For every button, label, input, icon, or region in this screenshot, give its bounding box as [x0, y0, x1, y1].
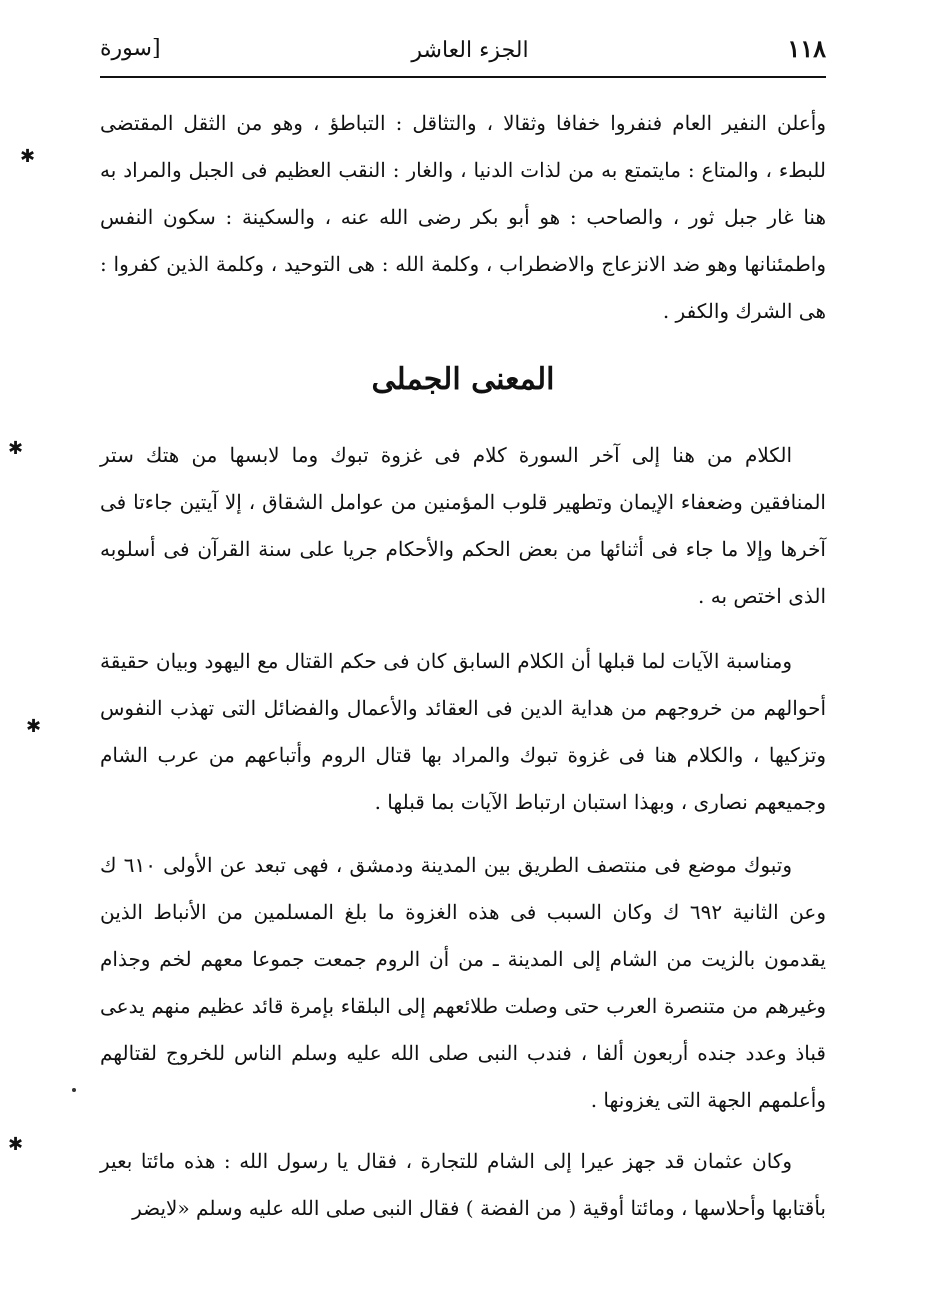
margin-ink-mark: ✱	[26, 716, 42, 737]
margin-ink-mark: ✱	[8, 1134, 24, 1155]
context-paragraph	[100, 638, 826, 826]
paragraph-text: ومناسبة الآيات لما قبلها أن الكلام السابق كان فى حكم القتال مع اليهود وبيان حقيقة أحوالهم من خروجهم من هداية الدين فى العقائد والأعمال والفضائل التى تهذب النفوس وتزكيها ، والكلام هنا فى غزوة تبوك والمراد بها قتال الروم وأتباعهم من عرب الشام وجميعهم نصارى ، وبهذا استبان ارتباط الآيات بما قبلها .	[100, 649, 826, 814]
paragraph-text: وتبوك موضع فى منتصف الطريق بين المدينة ودمشق ، فهى تبعد عن الأولى ٦١٠ ك وعن الثانية ٦٩٢ ك وكان السبب فى هذه الغزوة ما بلغ المسلمين من الأنباط الذين يقدمون بالزيت من الشام إلى المدينة ـ من أن الروم جمعت جموعا معهم لخم وجذام وغيرهم من متنصرة العرب حتى وصلت طلائعهم إلى البلقاء بإمرة قائد عظيم منهم يدعى قباذ وعدد جنده أربعون ألفا ، فندب النبى صلى الله عليه وسلم الناس للخروج لقتالهم وأعلمهم الجهة التى يغزونها .	[100, 853, 827, 1112]
uthman-paragraph	[100, 1138, 826, 1232]
paragraph-text: وأعلن النفير العام فنفروا خفافا وثقالا ، والتثاقل : التباطؤ ، وهو من الثقل المقتضى للبطء ، والمتاع : مايتمتع به من لذات الدنيا ، والغار : النقب العظيم فى الجبل والمراد به هنا غار جبل ثور ، والصاحب : هو أبو بكر رضى الله عنه ، والسكينة : سكون النفس واطمئنانها وهو ضد الانزعاج والاضطراب ، وكلمة الله : هى التوحيد ، وكلمة الذين كفروا : هى الشرك والكفر .	[100, 111, 826, 323]
page-header	[100, 30, 826, 80]
running-title: الجزء العاشر	[411, 38, 529, 63]
surah-label: [سورة	[100, 36, 161, 61]
paragraph-text: الكلام من هنا إلى آخر السورة كلام فى غزوة تبوك وما لابسها من هتك ستر المنافقين وضعفاء الإيمان وتطهير قلوب المؤمنين من عوامل الشقاق ، إلا آيتين جاءتا فى آخرها وإلا ما جاء فى أثنائها من بعض الحكم والأحكام جريا على سنة القرآن فى أسلوبه الذى اختص به .	[100, 443, 826, 608]
margin-dot	[72, 1088, 76, 1092]
intro-paragraph	[100, 432, 826, 620]
tabuk-paragraph	[100, 842, 826, 1124]
margin-ink-mark: ✱	[8, 438, 24, 459]
margin-ink-mark: ✱	[20, 146, 36, 167]
vocabulary-paragraph	[100, 100, 826, 335]
paragraph-text: وكان عثمان قد جهز عيرا إلى الشام للتجارة ، فقال يا رسول الله : هذه مائتا بعير بأقتابها وأحلاسها ، ومائتا أوقية ( من الفضة ) فقال النبى صلى الله عليه وسلم «لايضر	[100, 1149, 826, 1220]
section-heading: المعنى الجملى	[371, 362, 555, 397]
header-rule	[100, 76, 826, 78]
page-number: ١١٨	[787, 34, 826, 63]
